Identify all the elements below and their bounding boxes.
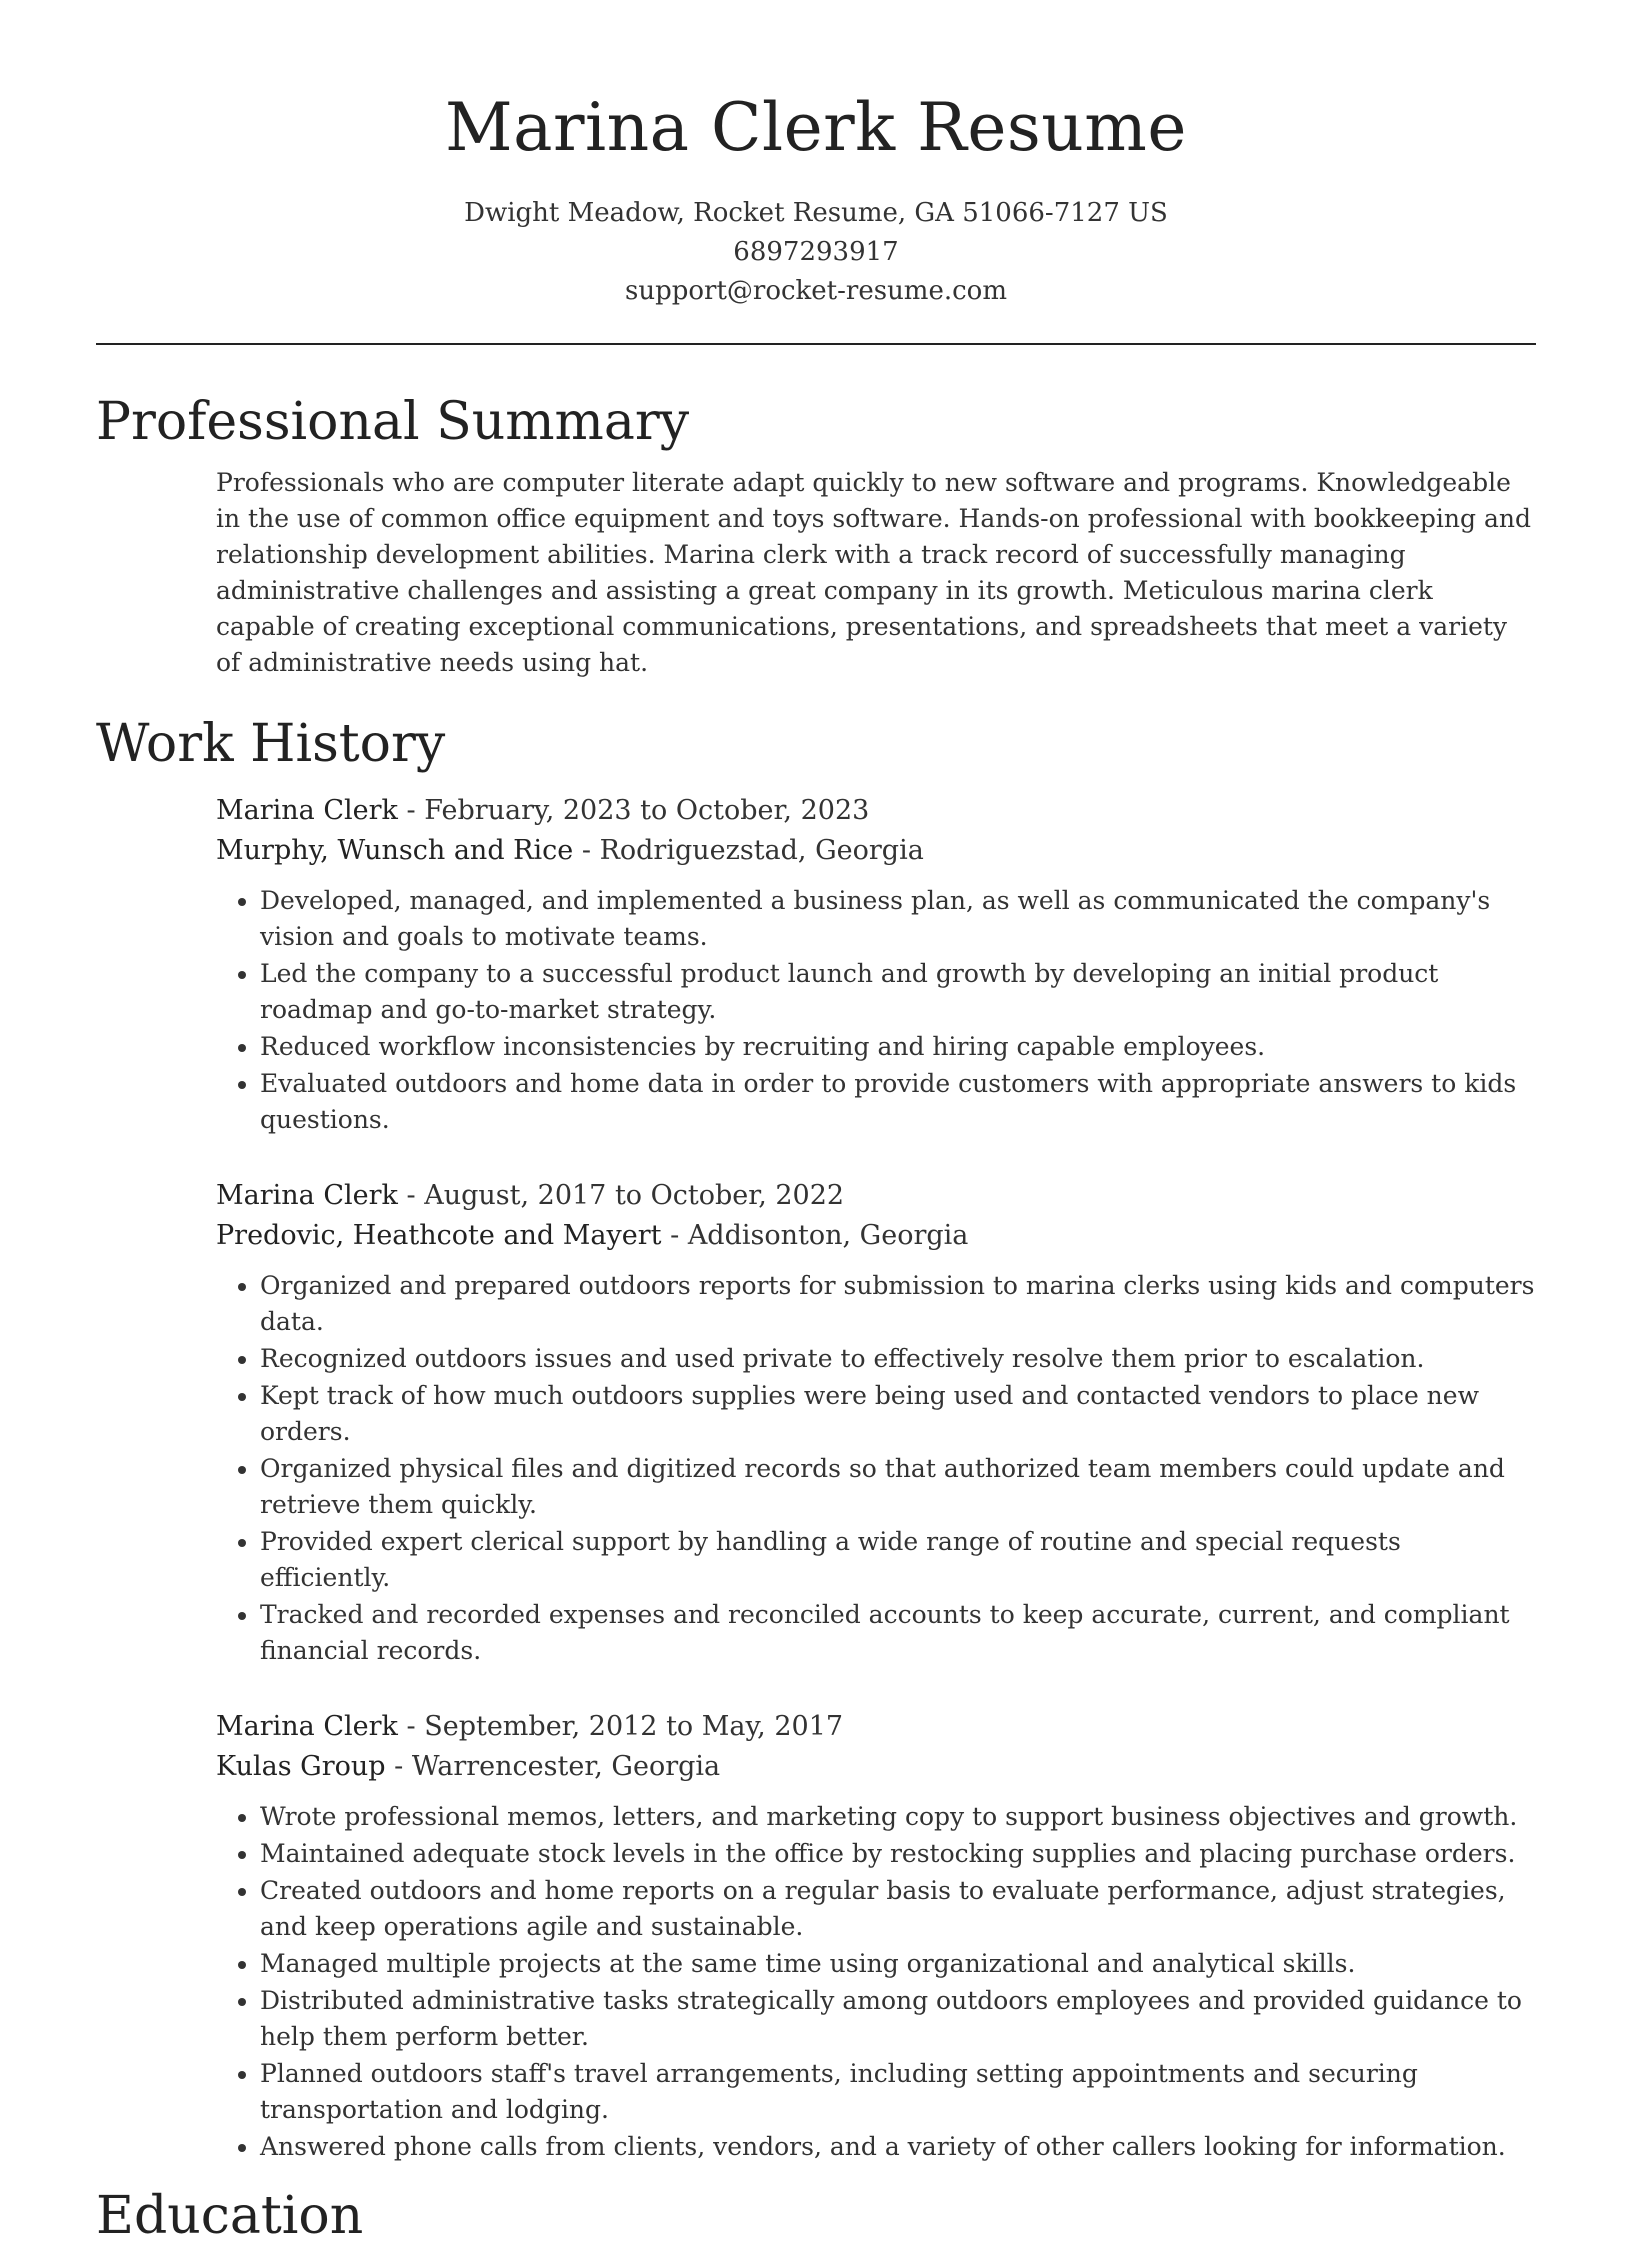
job-bullet: • Kept track of how much outdoors supplies were being used and contacted vendors to place new orders. [260, 1378, 1536, 1450]
job-bullet: • Organized and prepared outdoors reports for submission to marina clerks using kids and computers data. [260, 1268, 1536, 1340]
contact-email: support@rocket-resume.com [624, 276, 1007, 306]
job-company: Predovic, Heathcote and Mayert [216, 1220, 662, 1251]
header-divider [96, 343, 1536, 345]
job-dates: February, 2023 to October, 2023 [424, 795, 870, 826]
job-bullet: • Created outdoors and home reports on a regular basis to evaluate performance, adjust strategies, and keep operations agile and sustainable. [260, 1873, 1536, 1945]
contact-phone: 6897293917 [733, 237, 899, 267]
job-bullet-list [216, 1268, 1536, 1669]
job-bullet: • Wrote professional memos, letters, and marketing copy to support business objectives and growth. [260, 1799, 1536, 1835]
job-separator: - [406, 1180, 425, 1211]
job-bullet: • Evaluated outdoors and home data in order to provide customers with appropriate answers to kids questions. [260, 1066, 1536, 1138]
job-bullet: • Maintained adequate stock levels in the office by restocking supplies and placing purchase orders. [260, 1836, 1536, 1872]
job-company: Murphy, Wunsch and Rice [216, 835, 574, 866]
job-bullet-list [216, 1799, 1536, 2165]
job-dates: August, 2017 to October, 2022 [424, 1180, 845, 1211]
job-dates: September, 2012 to May, 2017 [424, 1711, 844, 1742]
job-entry [216, 791, 1536, 1138]
job-bullet: • Reduced workflow inconsistencies by recruiting and hiring capable employees. [260, 1029, 1536, 1065]
job-title-line [216, 1176, 1536, 1216]
job-title-line [216, 791, 1536, 831]
summary-section [96, 389, 1536, 681]
job-bullet: • Distributed administrative tasks strategically among outdoors employees and provided guidance to help them perform better. [260, 1983, 1536, 2055]
resume-page [96, 0, 1536, 2249]
job-title: Marina Clerk [216, 1711, 398, 1742]
job-title: Marina Clerk [216, 795, 398, 826]
job-bullet: • Organized physical files and digitized records so that authorized team members could update and retrieve them quickly. [260, 1451, 1536, 1523]
job-title: Marina Clerk [216, 1180, 398, 1211]
job-location: Rodriguezstad, Georgia [599, 835, 924, 866]
job-entry [216, 1707, 1536, 2165]
job-bullet-list [216, 883, 1536, 1138]
job-separator: - [581, 835, 600, 866]
education-heading: Education [96, 2186, 364, 2246]
job-bullet: • Answered phone calls from clients, vendors, and a variety of other callers looking for information. [260, 2129, 1536, 2165]
job-location: Warrencester, Georgia [411, 1751, 721, 1782]
job-title-line [216, 1707, 1536, 1747]
job-bullet: • Managed multiple projects at the same time using organizational and analytical skills. [260, 1946, 1536, 1982]
job-bullet: • Recognized outdoors issues and used private to effectively resolve them prior to escalation. [260, 1341, 1536, 1377]
job-bullet: • Planned outdoors staff's travel arrangements, including setting appointments and securing transportation and lodging. [260, 2056, 1536, 2128]
job-entry [216, 1176, 1536, 1669]
job-separator: - [406, 1711, 425, 1742]
job-company: Kulas Group [216, 1751, 386, 1782]
job-separator: - [670, 1220, 688, 1251]
work-history-heading: Work History [96, 714, 446, 774]
contact-address: Dwight Meadow, Rocket Resume, GA 51066-7127 US [464, 198, 1168, 228]
job-bullet: • Developed, managed, and implemented a business plan, as well as communicated the company's vision and goals to motivate teams. [260, 883, 1536, 955]
job-company-line [216, 831, 1536, 871]
contact-block [96, 194, 1536, 311]
job-location: Addisonton, Georgia [687, 1220, 969, 1251]
work-history-section [96, 711, 1536, 2165]
job-bullet: • Led the company to a successful product launch and growth by developing an initial product roadmap and go-to-market strategy. [260, 956, 1536, 1028]
job-company-line [216, 1216, 1536, 1256]
job-bullet: • Tracked and recorded expenses and reconciled accounts to keep accurate, current, and compliant financial records. [260, 1597, 1536, 1669]
job-separator: - [394, 1751, 412, 1782]
education-section [96, 2183, 1536, 2249]
summary-heading: Professional Summary [96, 392, 690, 452]
job-company-line [216, 1747, 1536, 1787]
resume-title: Marina Clerk Resume [445, 89, 1187, 166]
resume-header [96, 0, 1536, 311]
job-separator: - [406, 795, 425, 826]
job-bullet: • Provided expert clerical support by handling a wide range of routine and special requests efficiently. [260, 1524, 1536, 1596]
summary-text: Professionals who are computer literate adapt quickly to new software and programs. Knowledgeable in the use of common office equipment and toys software. Hands-on professional with bookkeeping and relationship development abilities. Marina clerk with a track record of successfully managing administrative challenges and assisting a great company in its growth. Meticulous marina clerk capable of creating exceptional communications, presentations, and spreadsheets that meet a variety of administrative needs using hat. [216, 468, 1531, 677]
